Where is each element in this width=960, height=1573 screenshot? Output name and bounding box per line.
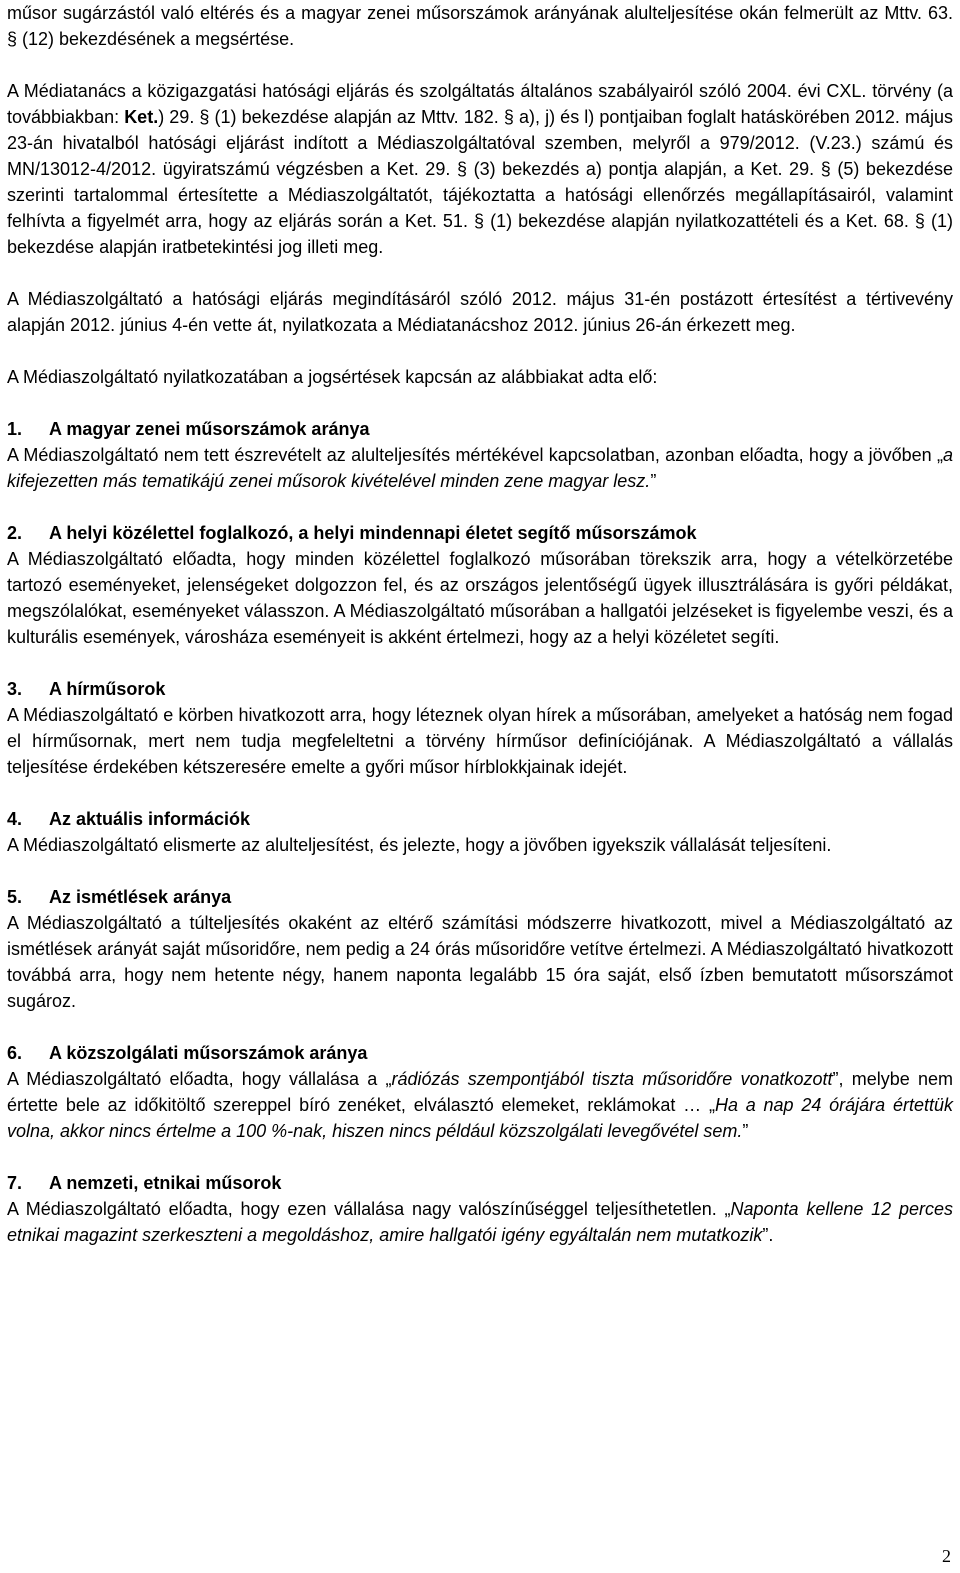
section-heading-6: 6. A közszolgálati műsorszámok aránya: [7, 1043, 368, 1063]
section-heading-7: 7. A nemzeti, etnikai műsorok: [7, 1173, 282, 1193]
intro-paragraph-4: A Médiaszolgáltató nyilatkozatában a jogsértések kapcsán az alábbiakat adta elő:: [7, 367, 658, 387]
page-number: 2: [942, 1546, 951, 1566]
section-text-3: A Médiaszolgáltató e körben hivatkozott arra, hogy léteznek olyan hírek a műsorában, amelyeket a hatóság nem fogad el hírműsornak, mert nem tudja megfeleltetni a törvény hírműsor definíciójának. A Médiaszolgáltató a vállalás teljesítése érdekében kétszeresére emelte a győri műsor hírblokkjainak idejét.: [7, 705, 953, 777]
intro-paragraph-1: műsor sugárzástól való eltérés és a magyar zenei műsorszámok arányának alulteljesítése okán felmerült az Mttv. 63. § (12) bekezdésének a megsértése.: [7, 3, 953, 49]
section-text-1: A Médiaszolgáltató nem tett észrevételt az alulteljesítés mértékével kapcsolatban, azonban előadta, hogy a jövőben „a kifejezetten más tematikájú zenei műsorok kivételével minden zene magyar lesz.”: [7, 445, 953, 491]
section-heading-5: 5. Az ismétlések aránya: [7, 887, 232, 907]
section-text-6: A Médiaszolgáltató előadta, hogy vállalása a „rádiózás szempontjából tiszta műsoridőre vonatkozott”, melybe nem értette bele az időkitöltő szereppel bíró zenéket, elválasztó elemeket, reklámokat … „Ha a nap 24 órájára értettük volna, akkor nincs értelme a 100 %-nak, hiszen nincs például közszolgálati levegővétel sem.”: [7, 1069, 954, 1141]
section-heading-3: 3. A hírműsorok: [7, 679, 166, 699]
section-heading-1: 1. A magyar zenei műsorszámok aránya: [7, 419, 370, 439]
document-page: [7, 0, 953, 1248]
section-heading-4: 4. Az aktuális információk: [7, 809, 251, 829]
section-text-4: A Médiaszolgáltató elismerte az alulteljesítést, és jelezte, hogy a jövőben igyekszik vállalását teljesíteni.: [7, 835, 832, 855]
intro-paragraph-3: A Médiaszolgáltató a hatósági eljárás megindításáról szóló 2012. május 31-én postázott értesítést a tértivevény alapján 2012. június 4-én vette át, nyilatkozata a Médiatanácshoz 2012. június 26-án érkezett meg.: [7, 289, 953, 335]
intro-paragraph-2: A Médiatanács a közigazgatási hatósági eljárás és szolgáltatás általános szabályairól szóló 2004. évi CXL. törvény (a továbbiakban: Ket.) 29. § (1) bekezdése alapján az Mttv. 182. § a), j) és l) pontjaiban foglalt hatáskörében 2012. május 23-án hivatalból hatósági eljárást indított a Médiaszolgáltatóval szemben, melyről a 979/2012. (V.23.) számú és MN/13012-4/2012. ügyiratszámú végzésben a Ket. 29. § (3) bekezdés a) pontja alapján, a Ket. 29. § (5) bekezdése szerinti tartalommal értesítette a Médiaszolgáltatót, tájékoztatta a hatósági ellenőrzés megállapításairól, valamint felhívta a figyelmét arra, hogy az eljárás során a Ket. 51. § (1) bekezdése alapján nyilatkozattételi és a Ket. 68. § (1) bekezdése alapján iratbetekintési jog illeti meg.: [7, 81, 954, 257]
ket-abbreviation: Ket.: [124, 107, 159, 127]
section-text-2: A Médiaszolgáltató előadta, hogy minden közélettel foglalkozó műsorában törekszik arra, hogy a vételkörzetébe tartozó eseményeket, jelenségeket dolgozzon fel, és az országos jelentőségű ügyek illusztrálására is győri példákat, megszólalókat, eseményeket válasszon. A Médiaszolgáltató műsorában a hallgatói jelzéseket is figyelembe veszi, és a kulturális események, városháza eseményeit is akként értelmezi, hogy az a helyi közéletet segíti.: [7, 549, 953, 647]
section-text-5: A Médiaszolgáltató a túlteljesítés okaként az eltérő számítási módszerre hivatkozott, mivel a Médiaszolgáltató az ismétlések arányát saját műsoridőre, nem pedig a 24 órás műsoridőre vetítve értelmezi. A Médiaszolgáltató hivatkozott továbbá arra, hogy nem hetente négy, hanem naponta legalább 15 óra saját, első ízben bemutatott műsorszámot sugároz.: [7, 913, 953, 1011]
section-text-7: A Médiaszolgáltató előadta, hogy ezen vállalása nagy valószínűséggel teljesíthetetlen. „Naponta kellene 12 perces etnikai magazint szerkeszteni a megoldáshoz, amire hallgatói igény egyáltalán nem mutatkozik”.: [7, 1199, 953, 1245]
section-heading-2: 2. A helyi közélettel foglalkozó, a helyi mindennapi életet segítő műsorszámok: [7, 523, 697, 543]
